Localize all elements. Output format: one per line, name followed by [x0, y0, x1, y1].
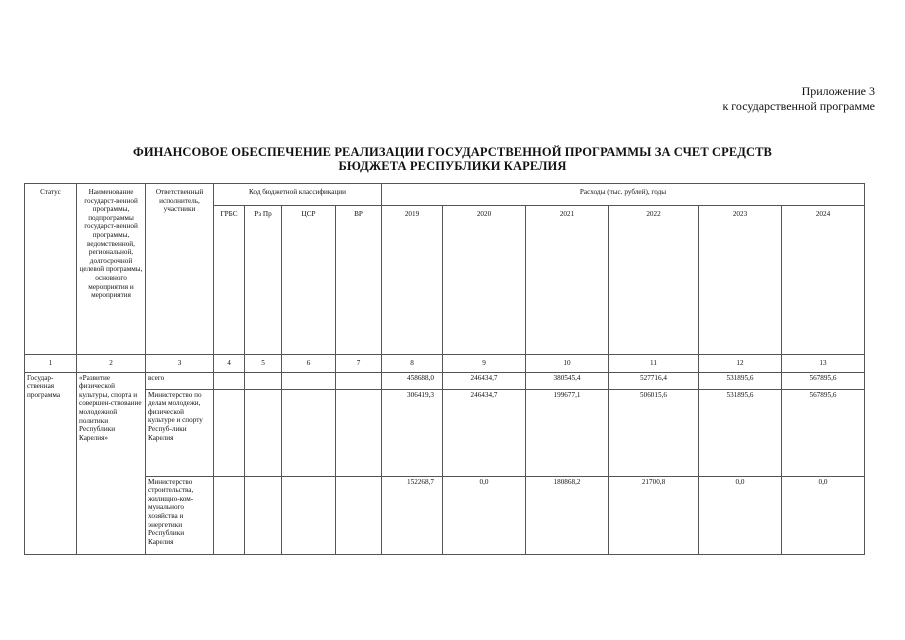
header-name: Наименование государст-венной программы, подпрограммы государст-венной программы, ведомственной, региональной, долгосрочной целевой программы, основного мероприятия и мероприятия	[77, 184, 146, 355]
value-cell: 246434,7	[443, 372, 526, 389]
value-cell: 180868,2	[526, 476, 609, 554]
title-line-1: ФИНАНСОВОЕ ОБЕСПЕЧЕНИЕ РЕАЛИЗАЦИИ ГОСУДАРСТВЕННОЙ ПРОГРАММЫ ЗА СЧЕТ СРЕДСТВ	[132, 145, 772, 159]
value-cell: 531895,6	[699, 389, 782, 476]
header-status: Статус	[25, 184, 77, 355]
column-number-row	[25, 355, 865, 373]
header-row-1	[25, 184, 865, 206]
header-year: 2024	[782, 206, 865, 355]
value-cell: 0,0	[443, 476, 526, 554]
code-cell-rzpr	[245, 372, 282, 389]
column-number: 9	[443, 355, 526, 373]
column-number: 1	[25, 355, 77, 373]
column-number: 3	[146, 355, 214, 373]
value-cell: 567895,6	[782, 389, 865, 476]
code-cell-vr	[336, 389, 382, 476]
value-cell: 199677,1	[526, 389, 609, 476]
value-cell: 152268,7	[382, 476, 443, 554]
header-vr: ВР	[336, 206, 382, 355]
executor-cell: Министерство по делам молодежи, физической культуре и спорту Респуб-лики Карелия	[146, 389, 214, 476]
code-cell-csr	[282, 389, 336, 476]
appendix-line-2: к государственной программе	[722, 99, 875, 113]
value-cell: 0,0	[782, 476, 865, 554]
code-cell-grbs	[214, 389, 245, 476]
code-cell-grbs	[214, 476, 245, 554]
column-number: 6	[282, 355, 336, 373]
code-cell-vr	[336, 476, 382, 554]
column-number: 12	[699, 355, 782, 373]
code-cell-rzpr	[245, 389, 282, 476]
header-year: 2022	[609, 206, 699, 355]
column-number: 11	[609, 355, 699, 373]
header-rzpr: Рз Пр	[245, 206, 282, 355]
column-number: 5	[245, 355, 282, 373]
header-grbs: ГРБС	[214, 206, 245, 355]
code-cell-csr	[282, 372, 336, 389]
value-cell: 531895,6	[699, 372, 782, 389]
header-year: 2020	[443, 206, 526, 355]
header-year: 2019	[382, 206, 443, 355]
program-status: Государ-ственная программа	[25, 372, 77, 554]
title-line-2: БЮДЖЕТА РЕСПУБЛИКИ КАРЕЛИЯ	[338, 159, 567, 173]
table-row-ministry-youth	[25, 389, 865, 476]
column-number: 4	[214, 355, 245, 373]
value-cell: 527716,4	[609, 372, 699, 389]
header-year: 2023	[699, 206, 782, 355]
code-cell-grbs	[214, 372, 245, 389]
appendix-note	[722, 84, 875, 114]
value-cell: 246434,7	[443, 389, 526, 476]
column-number: 2	[77, 355, 146, 373]
document-title	[0, 145, 905, 173]
value-cell: 21700,8	[609, 476, 699, 554]
value-cell: 458688,0	[382, 372, 443, 389]
code-cell-vr	[336, 372, 382, 389]
header-csr: ЦСР	[282, 206, 336, 355]
column-number: 8	[382, 355, 443, 373]
executor-cell: Министерство строительства, жилищно-ком-мунального хозяйства и энергетики Республики Карелия	[146, 476, 214, 554]
column-number: 10	[526, 355, 609, 373]
value-cell: 506015,6	[609, 389, 699, 476]
header-expenses: Расходы (тыс. рублей), годы	[382, 184, 865, 206]
header-budget-code: Код бюджетной классификации	[214, 184, 382, 206]
column-number: 13	[782, 355, 865, 373]
program-name: «Развитие физической культуры, спорта и совершен-ствование молодежной политики Республики Карелия»	[77, 372, 146, 554]
header-executor: Ответственный исполнитель, участники	[146, 184, 214, 355]
header-year: 2021	[526, 206, 609, 355]
value-cell: 0,0	[699, 476, 782, 554]
financing-table	[24, 183, 865, 555]
appendix-line-1: Приложение 3	[801, 84, 875, 98]
table-row-ministry-construction	[25, 476, 865, 554]
code-cell-csr	[282, 476, 336, 554]
code-cell-rzpr	[245, 476, 282, 554]
value-cell: 380545,4	[526, 372, 609, 389]
column-number: 7	[336, 355, 382, 373]
value-cell: 567895,6	[782, 372, 865, 389]
table-row-total	[25, 372, 865, 389]
value-cell: 306419,3	[382, 389, 443, 476]
executor-cell: всего	[146, 372, 214, 389]
